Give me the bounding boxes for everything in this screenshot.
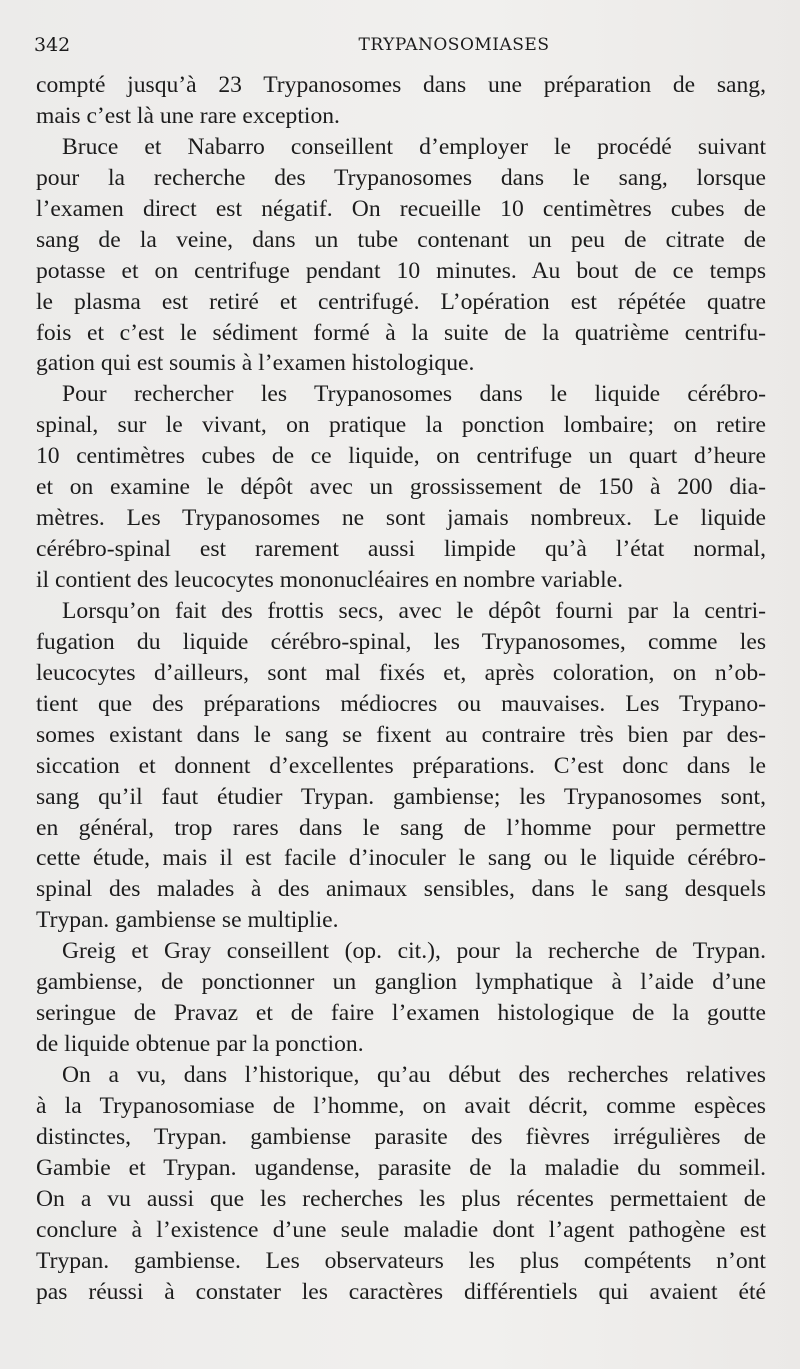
text-line: siccation et donnent d’excellentes préparations. C’est donc dans le — [36, 752, 766, 779]
text-line: On a vu, dans l’historique, qu’au début des recherches relatives — [62, 1062, 766, 1088]
text-line: spinal des malades à des animaux sensibles, dans le sang desquels — [36, 876, 766, 903]
text-line: mètres. Les Trypanosomes ne sont jamais nombreux. Le liquide — [36, 505, 766, 532]
text-line: gation qui est soumis à l’examen histologique. — [36, 350, 475, 377]
text-line: On a vu aussi que les recherches les plus récentes permettaient de — [36, 1185, 766, 1212]
text-line: cérébro-spinal est rarement aussi limpide qu’à l’état normal, — [36, 536, 766, 563]
text-line: spinal, sur le vivant, on pratique la ponction lombaire; on retire — [36, 412, 766, 439]
text-line: distinctes, Trypan. gambiense parasite des fièvres irrégulières de — [36, 1123, 766, 1150]
text-line: potasse et on centrifuge pendant 10 minutes. Au bout de ce temps — [36, 257, 766, 284]
text-line: Bruce et Nabarro conseillent d’employer le procédé suivant — [62, 133, 766, 160]
text-line: seringue de Pravaz et de faire l’examen histologique de la goutte — [36, 1000, 766, 1027]
text-line: il contient des leucocytes mononucléaires en nombre variable. — [36, 567, 624, 593]
text-line: Pour rechercher les Trypanosomes dans le liquide cérébro- — [62, 381, 766, 408]
text-line: leucocytes d’ailleurs, sont mal fixés et, après coloration, on n’ob- — [36, 659, 766, 686]
text-line: compté jusqu’à 23 Trypanosomes dans une préparation de sang, — [36, 72, 766, 98]
text-line: somes existant dans le sang se fixent au contraire très bien par des- — [36, 721, 766, 748]
text-line: cette étude, mais il est facile d’inoculer le sang ou le liquide cérébro- — [36, 845, 766, 872]
text-line: pour la recherche des Trypanosomes dans le sang, lorsque — [36, 164, 766, 191]
text-line: sang qu’il faut étudier Trypan. gambiense; les Trypanosomes sont, — [36, 783, 766, 810]
text-line: mais c’est là une rare exception. — [36, 102, 340, 129]
text-line: en général, trop rares dans le sang de l’homme pour permettre — [36, 814, 766, 841]
text-line: 10 centimètres cubes de ce liquide, on centrifuge un quart d’heure — [36, 443, 766, 470]
body-text — [36, 70, 766, 1308]
text-line: à la Trypanosomiase de l’homme, on avait décrit, comme espèces — [36, 1092, 766, 1119]
text-line: conclure à l’existence d’une seule maladie dont l’agent pathogène est — [36, 1216, 766, 1243]
text-line: Trypan. gambiense se multiplie. — [36, 907, 339, 934]
text-line: pas réussi à constater les caractères différentiels qui avaient été — [36, 1278, 766, 1305]
text-line: Trypan. gambiense. Les observateurs les plus compétents n’ont — [36, 1247, 766, 1274]
text-line: l’examen direct est négatif. On recueille 10 centimètres cubes de — [36, 195, 766, 222]
text-line: Greig et Gray conseillent (op. cit.), pour la recherche de Trypan. — [62, 938, 766, 965]
text-line: sang de la veine, dans un tube contenant un peu de citrate de — [36, 226, 766, 253]
text-line: de liquide obtenue par la ponction. — [36, 1031, 364, 1058]
text-line: Lorsqu’on fait des frottis secs, avec le dépôt fourni par la centri- — [62, 597, 766, 624]
text-line: gambiense, de ponctionner un ganglion lymphatique à l’aide d’une — [36, 969, 766, 996]
text-line: et on examine le dépôt avec un grossissement de 150 à 200 dia- — [36, 474, 766, 501]
text-line: fois et c’est le sédiment formé à la suite de la quatrième centrifu- — [36, 319, 766, 346]
text-line: tient que des préparations médiocres ou mauvaises. Les Trypano- — [36, 690, 766, 717]
page-header — [34, 34, 764, 64]
running-title: TRYPANOSOMIASES — [358, 35, 550, 55]
page-number: 342 — [34, 34, 71, 56]
text-line: le plasma est retiré et centrifugé. L’opération est répétée quatre — [36, 288, 766, 315]
text-line: fugation du liquide cérébro-spinal, les Trypanosomes, comme les — [36, 628, 766, 655]
text-line: Gambie et Trypan. ugandense, parasite de la maladie du sommeil. — [36, 1154, 766, 1181]
